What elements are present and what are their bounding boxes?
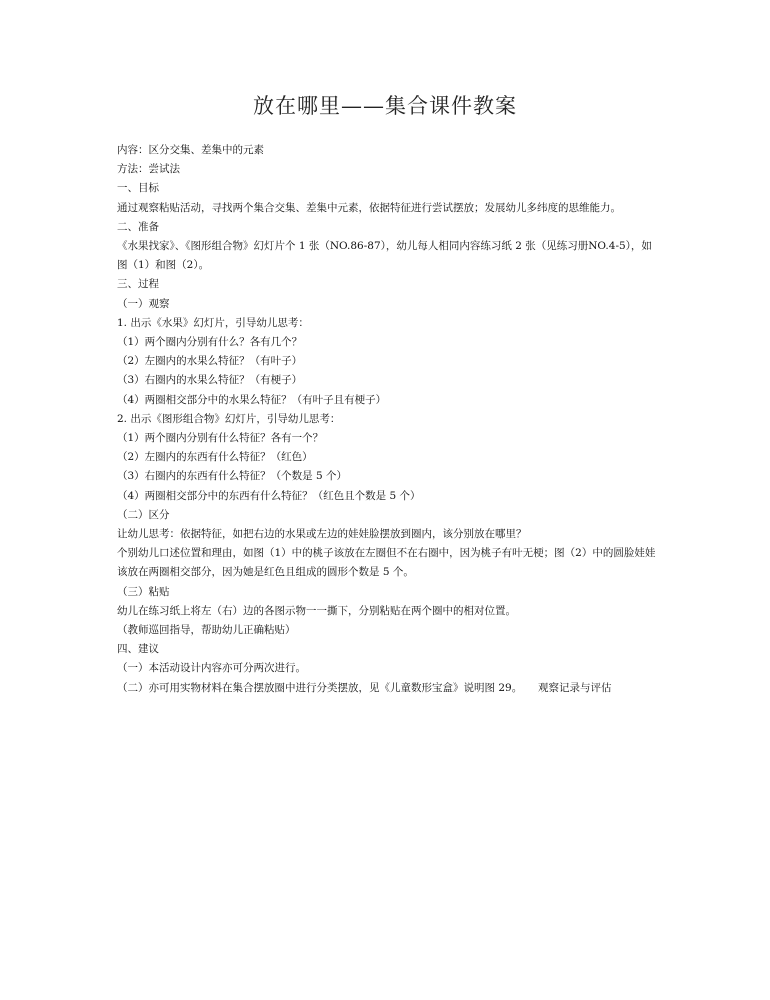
- list-item: （2）左圈内的水果么特征？（有叶子）: [117, 355, 303, 368]
- list-item: （3）右圈内的水果么特征？（有梗子）: [117, 374, 303, 387]
- heading-suggestions: 四、建议: [117, 643, 159, 656]
- heading-preparation: 二、准备: [117, 220, 159, 233]
- subheading-observe: （一）观察: [117, 297, 170, 310]
- paragraph-distinguish: 让幼儿思考：依据特征，如把右边的水果或左边的娃娃脸摆放到圈内，该分别放在哪里？: [117, 528, 527, 541]
- line-content: 内容：区分交集、差集中的元素: [117, 144, 264, 156]
- list-item: （1）两个圈内分别有什么？各有几个？: [117, 336, 303, 349]
- list-item: （二）亦可用实物材料在集合摆放圈中进行分类摆放，见《儿童数形宝盒》说明图 29。 观察记录与评估: [117, 681, 612, 694]
- subheading-paste: （三）粘贴: [117, 585, 170, 598]
- document-body: [117, 141, 657, 698]
- paragraph-explain: 个别幼儿口述位置和理由，如图（1）中的桃子该放在左圈但不在右圈中，因为桃子有叶无梗；图（2）中的圆脸娃娃该放在两圈相交部分，因为她是红色且组成的圆形个数是 5 个。: [117, 547, 656, 579]
- list-item: 1. 出示《水果》幻灯片，引导幼儿思考：: [117, 316, 309, 329]
- list-item: 2. 出示《图形组合物》幻灯片，引导幼儿思考：: [117, 412, 341, 425]
- line-method: 方法：尝试法: [117, 163, 180, 176]
- paragraph-paste: 幼儿在练习纸上将左（右）边的各图示物一一撕下，分别粘贴在两个圈中的相对位置。: [117, 604, 516, 617]
- subheading-distinguish: （二）区分: [117, 508, 170, 521]
- paragraph-preparation: 《水果找家》、《图形组合物》幻灯片个 1 张（NO.86-87），幼儿每人相同内容练习纸 2 张（见练习册NO.4-5），如图（1）和图（2）。: [117, 240, 652, 272]
- list-item: （4）两圈相交部分中的东西有什么特征？（红色且个数是 5 个）: [117, 489, 421, 502]
- list-item: （1）两个圈内分别有什么特征？各有一个？: [117, 432, 324, 445]
- paragraph-teacher: （教师巡回指导，帮助幼儿正确粘贴）: [117, 624, 296, 637]
- heading-goal: 一、目标: [117, 182, 159, 195]
- list-item: （3）右圈内的东西有什么特征？（个数是 5 个）: [117, 470, 348, 483]
- document-title: 放在哪里——集合课件教案: [253, 94, 517, 118]
- list-item: （2）左圈内的东西有什么特征？（红色）: [117, 451, 313, 464]
- list-item: （一）本活动设计内容亦可分两次进行。: [117, 662, 306, 675]
- list-item: （4）两圈相交部分中的水果么特征？（有叶子且有梗子）: [117, 393, 387, 406]
- heading-process: 三、过程: [117, 278, 159, 291]
- paragraph-goal: 通过观察粘贴活动，寻找两个集合交集、差集中元素，依据特征进行尝试摆放；发展幼儿多纬度的思维能力。: [117, 201, 621, 214]
